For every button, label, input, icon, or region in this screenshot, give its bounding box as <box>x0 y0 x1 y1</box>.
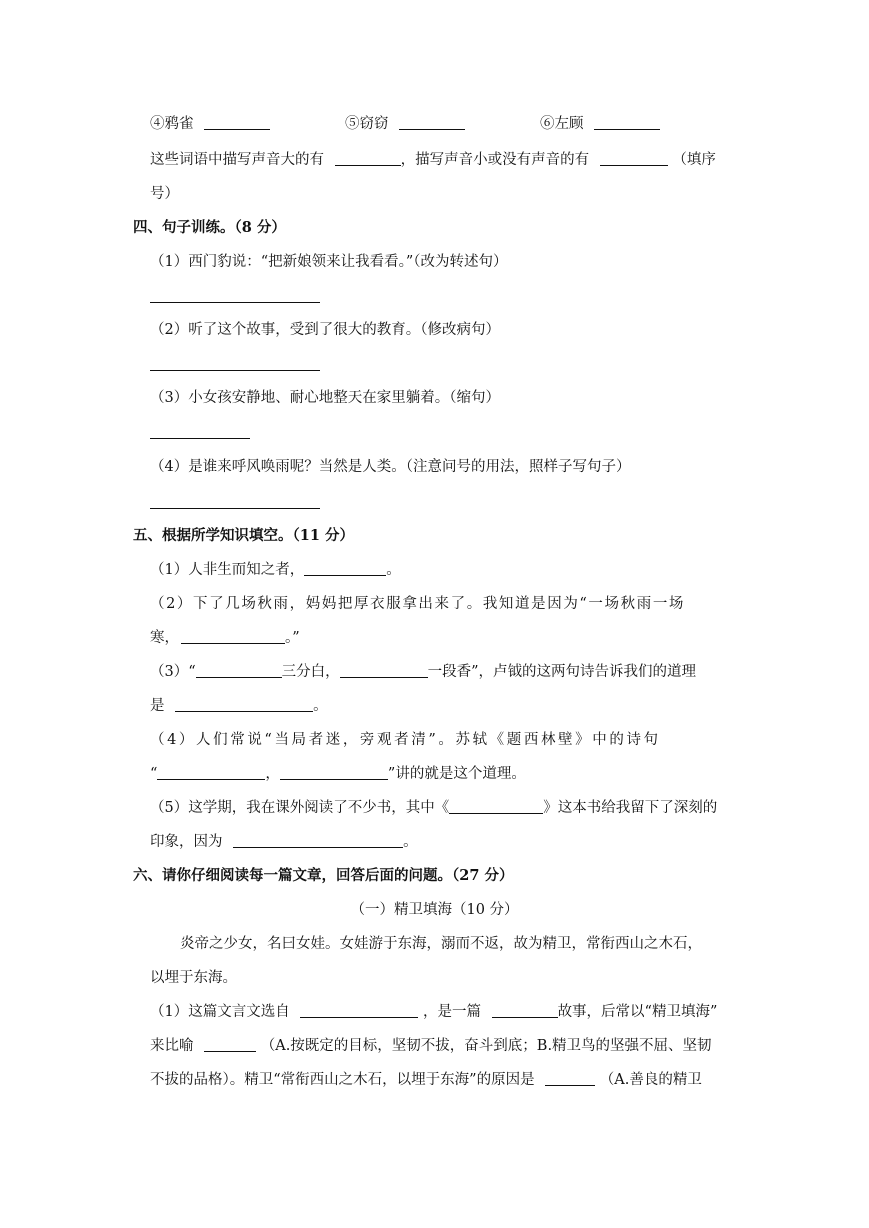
answer-blank[interactable] <box>233 832 403 848</box>
question-text: 寒， <box>150 630 179 646</box>
question-text: 三分白， <box>281 664 340 680</box>
vocab-item-6 <box>540 114 660 134</box>
question-text: 。 <box>386 562 401 578</box>
answer-blank[interactable] <box>492 1002 558 1018</box>
answer-blank[interactable] <box>600 150 668 166</box>
vocab-classify-line-cont: 号） <box>150 186 179 202</box>
answer-blank[interactable] <box>280 764 388 780</box>
question-4-1: （1）西门豹说：“把新娘领来让我看看。”（改为转述句） <box>150 254 508 270</box>
answer-line[interactable] <box>150 370 320 371</box>
vocab-word: ④鸦雀 <box>150 116 194 132</box>
passage-line-2: 以埋于东海。 <box>150 970 237 986</box>
question-6-1-cont <box>150 1036 712 1056</box>
question-4-3: （3）小女孩安静地、耐心地整天在家里躺着。（缩句） <box>150 390 500 406</box>
question-text: （1）人非生而知之者， <box>150 562 305 578</box>
answer-blank[interactable] <box>304 560 386 576</box>
question-text: 。 <box>313 698 328 714</box>
question-5-4: （4）人们常说“当局者迷，旁观者清”。苏轼《题西林壁》中的诗句 <box>150 732 661 748</box>
question-5-2: （2）下了几场秋雨，妈妈把厚衣服拿出来了。我知道是因为“一场秋雨一场 <box>150 596 686 612</box>
question-text: 不拔的品格）。精卫“常衔西山之木石，以埋于东海”的原因是 <box>150 1072 535 1088</box>
answer-line[interactable] <box>150 438 250 439</box>
answer-blank[interactable] <box>545 1070 595 1086</box>
question-text: （填序 <box>672 152 716 168</box>
answer-blank[interactable] <box>196 662 282 678</box>
question-5-1 <box>150 560 401 580</box>
answer-blank[interactable] <box>594 114 660 130</box>
vocab-item-4 <box>150 114 270 134</box>
section-heading-6: 六、请你仔细阅读每一篇文章，回答后面的问题。（27 分） <box>133 867 514 884</box>
passage-title: （一）精卫填海（10 分） <box>350 902 519 918</box>
question-5-2-cont <box>150 628 300 648</box>
answer-blank[interactable] <box>335 150 401 166</box>
question-5-3 <box>150 662 696 682</box>
question-5-4-cont <box>150 764 526 784</box>
question-4-4: （4）是谁来呼风唤雨呢？当然是人类。（注意问号的用法，照样子写句子） <box>150 459 631 475</box>
question-text: （A.善良的精卫 <box>599 1072 702 1088</box>
answer-line[interactable] <box>150 302 320 303</box>
section-heading-4: 四、句子训练。（8 分） <box>133 219 286 236</box>
vocab-word: ⑥左顾 <box>540 116 584 132</box>
question-5-3-cont <box>150 696 328 716</box>
answer-blank[interactable] <box>204 1036 256 1052</box>
question-text: ，是一篇 <box>422 1004 481 1020</box>
question-6-1-cont2 <box>150 1070 702 1090</box>
question-text: （A.按既定的目标，坚韧不拔，奋斗到底；B.精卫鸟的坚强不屈、坚韧 <box>260 1038 712 1054</box>
question-5-5-cont <box>150 832 418 852</box>
question-text: 来比喻 <box>150 1038 194 1054</box>
question-text: 。” <box>285 630 300 646</box>
answer-line[interactable] <box>150 508 320 509</box>
question-text: ”讲的就是这个道理。 <box>387 766 526 782</box>
passage-line-1: 炎帝之少女，名曰女娃。女娃游于东海，溺而不返，故为精卫，常衔西山之木石， <box>180 936 702 952</box>
question-4-2: （2）听了这个故事，受到了很大的教育。（修改病句） <box>150 322 500 338</box>
section-heading-5: 五、根据所学知识填空。（11 分） <box>133 527 354 544</box>
question-text: （3）“ <box>150 664 196 680</box>
answer-blank[interactable] <box>204 114 270 130</box>
question-text: “ <box>150 766 158 782</box>
question-text: ，描写声音小或没有声音的有 <box>400 152 590 168</box>
question-6-1 <box>150 1002 717 1022</box>
question-text: 印象，因为 <box>150 834 223 850</box>
question-text: 》这本书给我留下了深刻的 <box>543 800 718 816</box>
answer-blank[interactable] <box>175 696 313 712</box>
question-text: 是 <box>150 698 165 714</box>
answer-blank[interactable] <box>181 628 285 644</box>
question-text: （5）这学期，我在课外阅读了不少书，其中《 <box>150 800 450 816</box>
question-text: 这些词语中描写声音大的有 <box>150 152 324 168</box>
question-text: （1）这篇文言文选自 <box>150 1004 290 1020</box>
question-text: 。 <box>403 834 418 850</box>
answer-blank[interactable] <box>157 764 265 780</box>
question-text: 一段香”，卢钺的这两句诗告诉我们的道理 <box>427 664 697 680</box>
question-text: ， <box>265 766 280 782</box>
vocab-item-5 <box>345 114 465 134</box>
question-text: 故事，后常以“精卫填海” <box>557 1004 718 1020</box>
vocab-word: ⑤窃窃 <box>345 116 389 132</box>
vocab-classify-line <box>150 150 716 170</box>
answer-blank[interactable] <box>399 114 465 130</box>
question-5-5 <box>150 798 717 818</box>
answer-blank[interactable] <box>449 798 543 814</box>
answer-blank[interactable] <box>300 1002 418 1018</box>
answer-blank[interactable] <box>340 662 428 678</box>
